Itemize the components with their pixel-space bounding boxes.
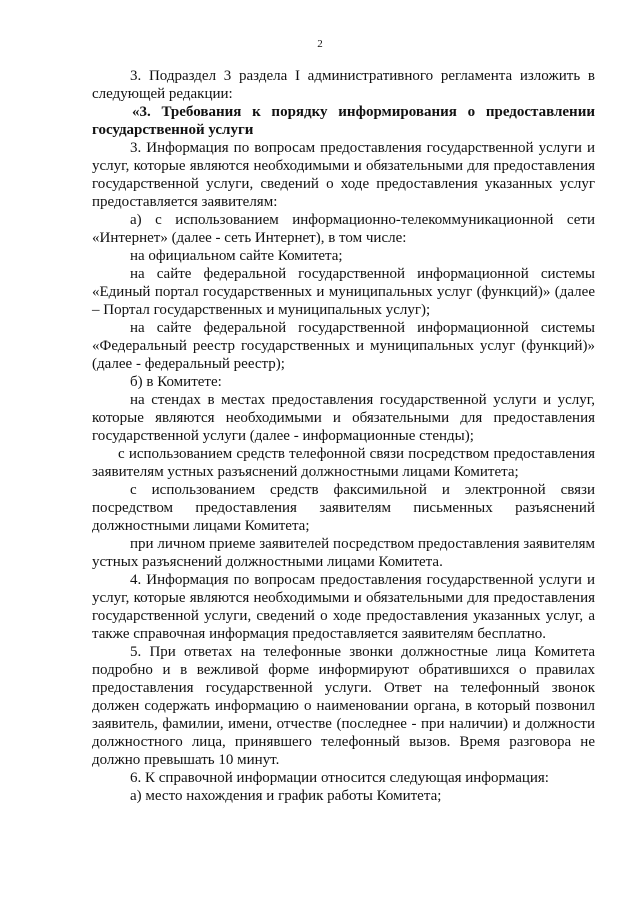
paragraph-unified-portal: на сайте федеральной государственной информационной системы «Единый портал государственных и муниципальных услуг (функций)» (далее – Портал государственных и муниципальных услуг); [92,266,595,318]
paragraph-item-6: 6. К справочной информации относится следующая информация: [130,770,549,786]
paragraph-item-b: б) в Комитете: [130,374,222,390]
paragraph-fax-email: с использованием средств факсимильной и электронной связи посредством предоставления заявителям письменных разъяснений должностными лицами Комитета; [92,482,595,534]
paragraph-official-site: на официальном сайте Комитета; [130,248,343,264]
paragraph-instruction: 3. Подраздел 3 раздела I административного регламента изложить в следующей редакции: [92,68,595,102]
paragraph-item-6a: а) место нахождения и график работы Комитета; [130,788,442,804]
paragraph-federal-registry: на сайте федеральной государственной информационной системы «Федеральный реестр государственных и муниципальных услуг (функций)» (далее - федеральный реестр); [92,320,595,372]
paragraph-personal-reception: при личном приеме заявителей посредством предоставления заявителям устных разъяснений должностными лицами Комитета. [92,536,595,570]
paragraph-item-a: а) с использованием информационно-телекоммуникационной сети «Интернет» (далее - сеть Интернет), в том числе: [92,212,595,246]
paragraph-item-4: 4. Информация по вопросам предоставления государственной услуги и услуг, которые являются необходимыми и обязательными для предоставления государственной услуги, сведений о ходе предоставления указанных услуг, а также справочная информация предоставляется заявителям бесплатно. [92,572,595,642]
paragraph-item-5: 5. При ответах на телефонные звонки должностные лица Комитета подробно и в вежливой форме информируют обратившихся о правилах предоставления государственной услуги. Ответ на телефонный звонок должен содержать информацию о наименовании органа, в который позвонил заявитель, фамилии, имени, отчестве (последнее - при наличии) и должности должностного лица, принявшего телефонный вызов. Время разговора не должно превышать 10 минут. [92,644,595,768]
document-body [92,67,595,805]
paragraph-info-stands: на стендах в местах предоставления государственной услуги и услуг, которые являются необходимыми и обязательными для предоставления государственной услуги (далее - информационные стенды); [92,392,595,444]
page-number: 2 [317,38,323,50]
paragraph-item-3: 3. Информация по вопросам предоставления государственной услуги и услуг, которые являются необходимыми и обязательными для предоставления государственной услуги, сведений о ходе предоставления указанных услуг предоставляется заявителям: [92,140,595,210]
section-heading: «3. Требования к порядку информирования о предоставлении государственной услуги [92,104,595,138]
paragraph-telephone: с использованием средств телефонной связи посредством предоставления заявителям устных разъяснений должностными лицами Комитета; [92,446,595,480]
